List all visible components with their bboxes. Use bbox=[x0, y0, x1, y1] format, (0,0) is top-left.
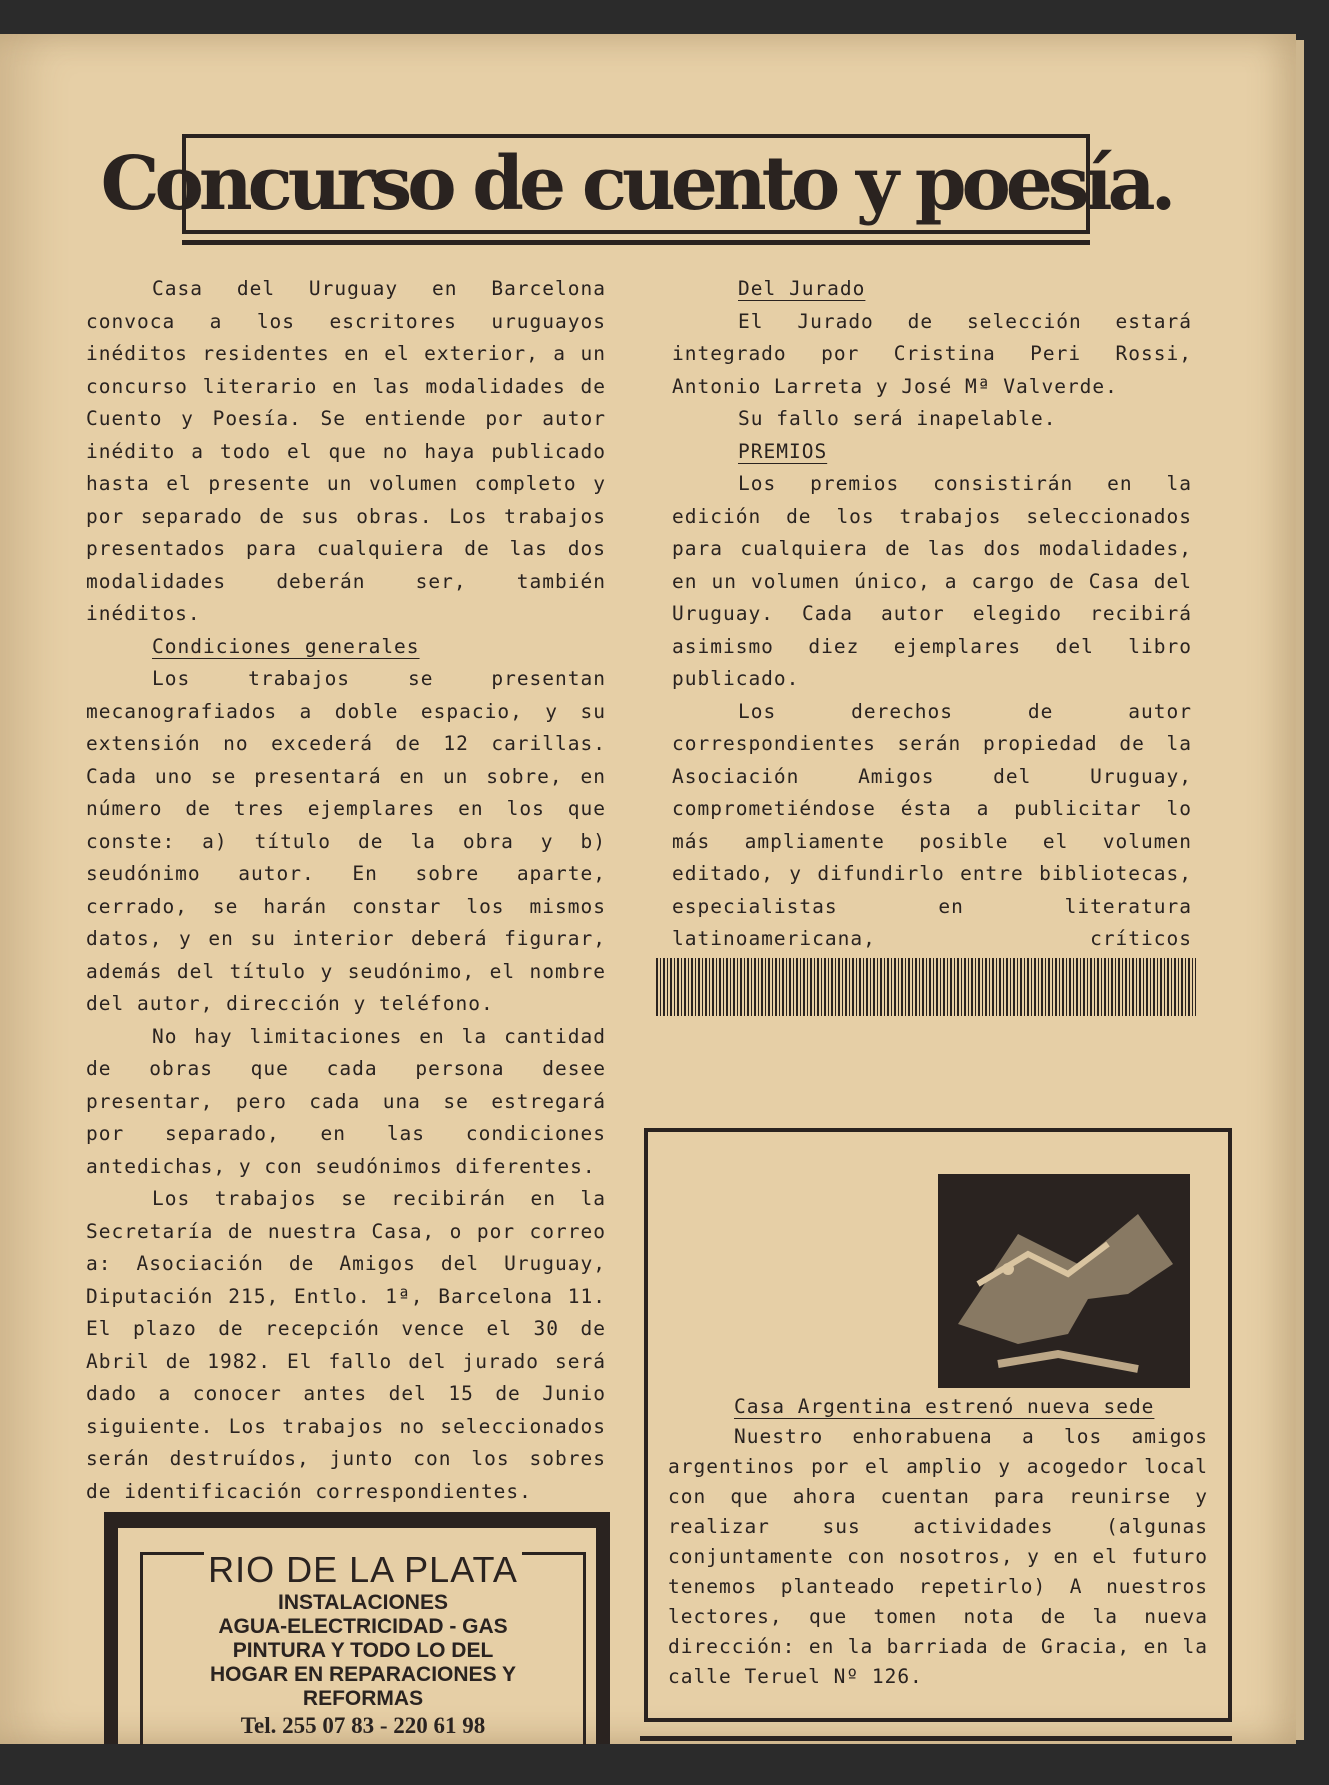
argentina-body: Nuestro enhorabuena a los amigos argentinos por el amplio y acogedor local con que ahora cuentan para reunirse y realizar sus actividades (algunas conjuntamente con nosotros, y en el futuro tenemos planteado repetirlo) A nuestros lectores, que tomen nota de la nueva dirección: en la barriada de Gracia, en la calle Teruel Nº 126. bbox=[668, 1425, 1208, 1688]
prizes-paragraph-2: Los derechos de autor correspondientes serán propiedad de la Asociación Amigos del Uruguay, comprometiéndose ésta a publicitar lo más ampliamente posible el volumen editado, y difundirlo entre bibliotecas, especialistas en literatura latinoamericana, críticos bbox=[672, 699, 1192, 950]
bird-woodcut-image bbox=[938, 1174, 1190, 1388]
jury-paragraph-2: Su fallo será inapelable. bbox=[738, 407, 1057, 430]
page-title: Concurso de cuento y poesía. bbox=[100, 141, 1172, 227]
prizes-paragraph-1: Los premios consistirán en la edición de los trabajos seleccionados para cualquiera de las dos modalidades, en un volumen único, a cargo de Casa del Uruguay. Cada autor elegido recibirá asimismo diez ejemplares del libro publicado. bbox=[672, 472, 1192, 690]
intro-paragraph: Casa del Uruguay en Barcelona convoca a los escritores uruguayos inéditos residentes en el exterior, a un concurso literario en las modalidades de Cuento y Poesía. Se entiende por autor inédito a todo el que no haya publicado hasta el presente un volumen completo y por separado de sus obras. Los trabajos presentados para cualquiera de las dos modalidades deberán ser, también inéditos. bbox=[86, 277, 606, 625]
jury-paragraph-1: El Jurado de selección estará integrado por Cristina Peri Rossi, Antonio Larreta y José Mª Valverde. bbox=[672, 309, 1192, 398]
advertisement-box bbox=[104, 1512, 610, 1744]
bird-icon bbox=[938, 1174, 1190, 1388]
page-edge bbox=[1296, 40, 1304, 1740]
advertisement-inner-frame bbox=[140, 1549, 586, 1745]
title-box bbox=[100, 134, 1172, 234]
right-column bbox=[672, 273, 1192, 988]
title-underline bbox=[182, 240, 1090, 245]
conditions-paragraph-1: Los trabajos se presentan mecanografiados a doble espacio, y su extensión no excederá de 12 carillas. Cada uno se presentará en un sobre, en número de tres ejemplares en los que conste: a) título de la obra y b) seudónimo autor. En sobre aparte, cerrado, se harán constar los mismos datos, y en su interior deberá figurar, además del título y seudónimo, el nombre del autor, dirección y teléfono. bbox=[86, 667, 606, 1015]
argentina-article bbox=[668, 1392, 1208, 1692]
jury-heading: Del Jurado bbox=[738, 277, 866, 300]
box-underline bbox=[640, 1736, 1232, 1741]
ad-business-name: RIO DE LA PLATA bbox=[204, 1549, 522, 1591]
conditions-heading: Condiciones generales bbox=[152, 634, 420, 658]
ad-telephone: Tel. 255 07 83 - 220 61 98 bbox=[240, 1713, 486, 1738]
argentina-heading: Casa Argentina estrenó nueva sede bbox=[734, 1395, 1155, 1418]
decorative-barcode-divider bbox=[656, 958, 1196, 1016]
conditions-paragraph-2: No hay limitaciones en la cantidad de obras que cada persona desee presentar, pero cada una se estregará por separado, en las condiciones antedichas, y con seudónimos diferentes. bbox=[86, 1024, 606, 1178]
argentina-news-box bbox=[644, 1128, 1232, 1722]
ad-line-5: REFORMAS bbox=[302, 1687, 424, 1710]
magazine-page bbox=[0, 34, 1296, 1744]
ad-line-1: INSTALACIONES bbox=[278, 1591, 448, 1614]
left-column bbox=[86, 273, 606, 1508]
prizes-heading: PREMIOS bbox=[738, 439, 828, 463]
conditions-paragraph-3: Los trabajos se recibirán en la Secretaría de nuestra Casa, o por correo a: Asociación de Amigos del Uruguay, Diputación 215, Entlo. 1ª, Barcelona 11. El plazo de recepción vence el 30 de Abril de 1982. El fallo del jurado será dado a conocer antes del 15 de Junio siguiente. Los trabajos no seleccionados serán destruídos, junto con los sobres de identificación correspondientes. bbox=[86, 1187, 606, 1503]
ad-line-4: HOGAR EN REPARACIONES Y bbox=[209, 1663, 517, 1686]
ad-line-2: AGUA-ELECTRICIDAD - GAS bbox=[218, 1615, 508, 1638]
ad-line-3: PINTURA Y TODO LO DEL bbox=[232, 1639, 494, 1662]
